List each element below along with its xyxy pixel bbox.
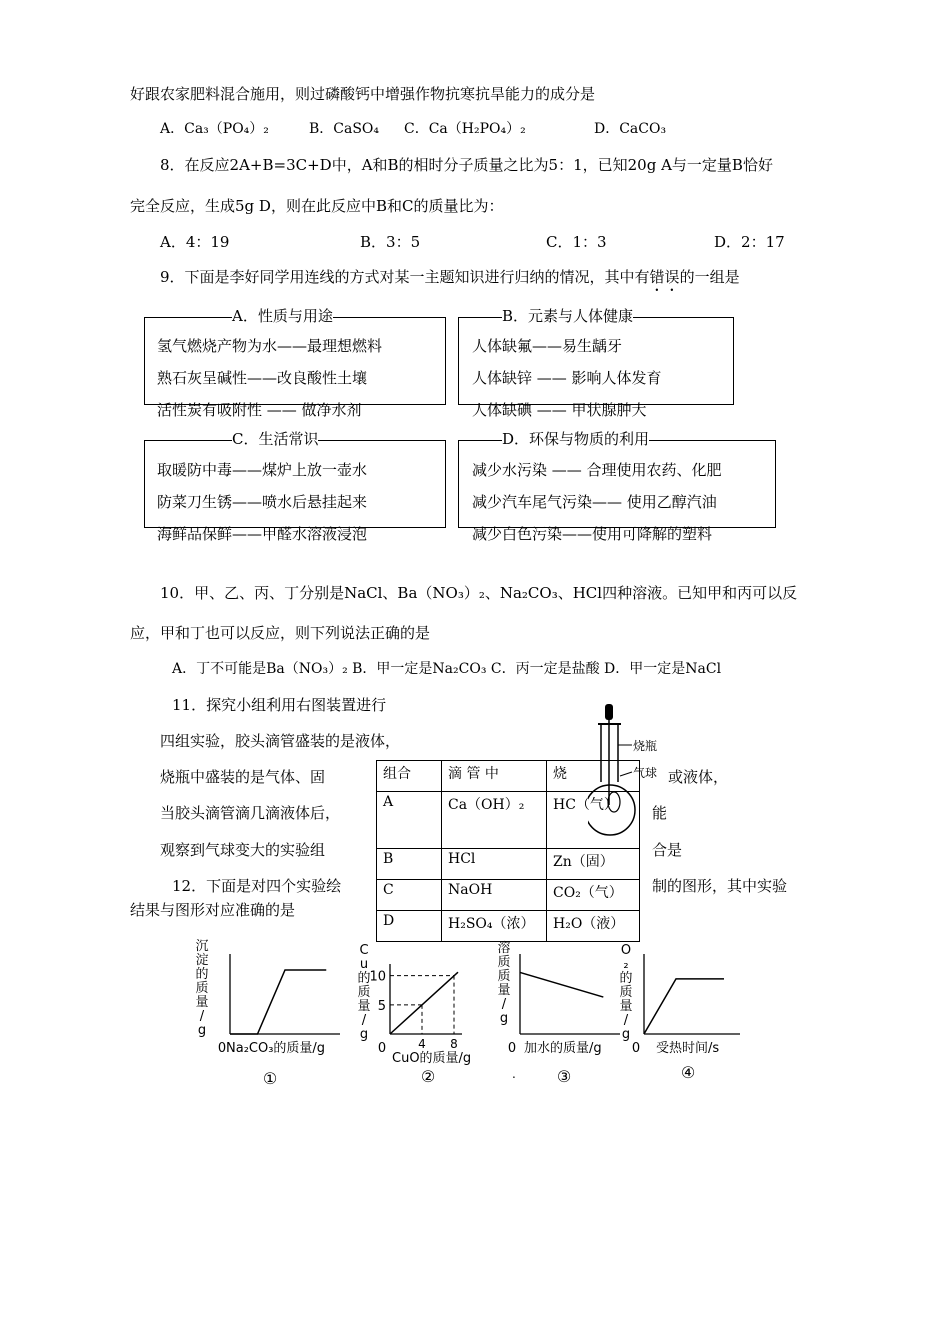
series-line (520, 972, 603, 997)
y-axis-label-char: 量 (195, 995, 209, 1010)
q8-option-b: B．3：5 (360, 233, 421, 251)
group-a-line: 熟石灰呈碱性——改良酸性土壤 (157, 369, 368, 387)
group-b-title: B．元素与人体健康 (502, 307, 634, 325)
table-cell: B (377, 849, 442, 880)
group-c-title: C．生活常识 (232, 430, 319, 448)
y-axis-label-char: C (359, 943, 369, 958)
group-c-line: 海鲜品保鲜——甲醛水溶液浸泡 (157, 525, 368, 543)
q8-option-c: C．1：3 (546, 233, 607, 251)
origin-label: 0 (507, 1041, 517, 1056)
chart-1 (190, 938, 360, 1088)
x-tick-label: 4 (418, 1037, 426, 1051)
table-cell: Zn（固） (547, 849, 640, 880)
chart3-plot (497, 940, 620, 1086)
table-header: 滴 管 中 (442, 761, 547, 792)
q10-options: A．丁不可能是Ba（NO₃）₂ B．甲一定是Na₂CO₃ C．丙一定是盐酸 D．甲一定是NaCl (172, 661, 722, 677)
y-tick-label: 5 (377, 998, 386, 1014)
chart-caption: ② (420, 1067, 436, 1086)
q8-option-d: D．2：17 (714, 233, 785, 251)
y-axis-label-char: 的 (357, 971, 371, 986)
y-axis-label-char: 质 (497, 955, 511, 970)
q9-stem-text: 9．下面是李好同学用连线的方式对某一主题知识进行归纳的情况，其中有 (160, 268, 650, 286)
q12-line1b: 制的图形，其中实验 (652, 877, 788, 895)
y-axis-label-char: 质 (357, 985, 371, 1000)
q9-stem-tail: 的一组是 (679, 268, 740, 286)
q8-line2: 完全反应，生成5g D，则在此反应中B和C的质量比为： (130, 197, 504, 215)
q11-line5a: 观察到气球变大的实验组 (160, 841, 326, 859)
table-row (377, 911, 640, 942)
y-axis-label-char: 溶 (497, 941, 511, 956)
table-cell: Ca（OH）₂ (442, 792, 547, 849)
apparatus-label-flask: 烧瓶 (633, 739, 658, 753)
chart-caption: ① (262, 1069, 278, 1088)
group-c-line: 取暖防中毒——煤炉上放一壶水 (157, 461, 368, 479)
table-cell: A (377, 792, 442, 849)
q7-option-b: B．CaSO₄ (309, 121, 380, 137)
apparatus-label-balloon: 气球 (633, 766, 658, 780)
q11-line2: 四组实验，胶头滴管盛装的是液体， (160, 732, 401, 750)
x-tick-label: 8 (450, 1037, 458, 1051)
q11-line4a: 当胶头滴管滴几滴液体后， (160, 804, 341, 822)
y-axis-label-char: g (621, 1027, 631, 1042)
chart-4 (612, 938, 752, 1088)
group-a-title: A．性质与用途 (232, 307, 333, 325)
q12-line2: 结果与图形对应准确的是 (130, 901, 296, 919)
group-a-box (144, 317, 446, 405)
group-b-line: 人体缺锌 —— 影响人体发育 (472, 369, 662, 387)
y-axis-label-char: 量 (497, 983, 511, 998)
q7-stem: 好跟农家肥料混合施用，则过磷酸钙中增强作物抗寒抗旱能力的成分是 (130, 85, 596, 103)
table-header: 烧 (547, 761, 640, 792)
y-axis-label-char: 量 (357, 999, 371, 1014)
table-cell: HCl (442, 849, 547, 880)
x-axis-label: 加水的质量/g (524, 1041, 602, 1056)
chart-2 (350, 938, 510, 1088)
origin-label: 0 (217, 1041, 227, 1056)
y-axis-label-char: / (199, 1009, 205, 1024)
y-tick-label: 10 (369, 969, 386, 985)
q11-line4b: 能 (652, 804, 668, 822)
dropper-bulb (605, 704, 613, 720)
y-axis-label-char: g (359, 1027, 369, 1042)
table-cell: CO₂（气） (547, 880, 640, 911)
table-cell: HC（气） (547, 792, 640, 849)
group-a-line: 氢气燃烧产物为水——最理想燃料 (157, 337, 383, 355)
x-axis-label: Na₂CO₃的质量/g (226, 1041, 326, 1056)
y-axis-label-char: g (499, 1011, 509, 1026)
q10-line1: 10．甲、乙、丙、丁分别是NaCl、Ba（NO₃）₂、Na₂CO₃、HCl四种溶液。已知甲和丙可以反 (160, 584, 798, 602)
group-d-line: 减少白色污染——使用可降解的塑料 (472, 525, 713, 543)
balloon (608, 792, 620, 812)
table-header: 组合 (377, 761, 442, 792)
y-axis-label-char: u (359, 957, 369, 972)
group-b-line: 人体缺氟——易生龋牙 (472, 337, 623, 355)
y-axis-label-char: 质 (619, 985, 633, 1000)
group-c-box (144, 440, 446, 528)
q7-option-c: C．Ca（H₂PO₄）₂ (404, 121, 526, 137)
chart-3 (490, 938, 633, 1088)
origin-label: 0 (377, 1041, 387, 1056)
q9-emphasis: 错误 (649, 268, 680, 286)
q10-line2: 应，甲和丁也可以反应，则下列说法正确的是 (130, 624, 431, 642)
q7-option-a: A．Ca₃（PO₄）₂ (160, 121, 269, 137)
y-axis-label-char: g (197, 1023, 207, 1038)
group-d-line: 减少汽车尾气污染—— 使用乙醇汽油 (472, 493, 717, 511)
group-b-line: 人体缺碘 —— 甲状腺肿大 (472, 401, 647, 419)
series-line (390, 972, 458, 1034)
table-row (377, 849, 640, 880)
y-axis-label-char: 的 (195, 967, 209, 982)
q11-line3a: 烧瓶中盛装的是气体、固 (160, 768, 326, 786)
y-axis-label-char: ₂ (623, 957, 629, 972)
series-line (644, 979, 724, 1034)
chart2-plot (357, 943, 471, 1086)
y-axis-label-char: 质 (195, 981, 209, 996)
y-axis-label-char: 量 (619, 999, 633, 1014)
chart-caption: ③ (556, 1067, 572, 1086)
series-line (230, 970, 326, 1034)
table-cell: H₂SO₄（浓） (442, 911, 547, 942)
y-axis-label-char: 的 (619, 971, 633, 986)
q8-option-a: A．4：19 (160, 233, 230, 251)
q12-line1a: 12．下面是对四个实验绘 (172, 877, 342, 895)
table-cell: NaOH (442, 880, 547, 911)
x-axis-label: 受热时间/s (656, 1041, 720, 1056)
y-axis-label-char: 质 (497, 969, 511, 984)
q11-line5b: 合是 (652, 841, 683, 859)
table-cell: H₂O（液） (547, 911, 640, 942)
y-axis-label-char: O (620, 943, 632, 958)
x-axis-label: CuO的质量/g (392, 1051, 472, 1066)
q9-stem (160, 267, 740, 295)
group-c-line: 防菜刀生锈——喷水后悬挂起来 (157, 493, 368, 511)
q8-line1: 8．在反应2A+B=3C+D中，A和B的相时分子质量之比为5：1，已知20g A与一定量B恰好 (160, 156, 773, 174)
chart-caption: ④ (680, 1063, 696, 1082)
group-d-line: 减少水污染 —— 合理使用农药、化肥 (472, 461, 722, 479)
chart4-plot (619, 943, 740, 1082)
group-d-box (458, 440, 776, 528)
group-d-title: D．环保与物质的利用 (502, 430, 650, 448)
q7-option-d: D．CaCO₃ (594, 121, 667, 137)
y-axis-label-char: / (501, 997, 507, 1012)
group-a-line: 活性炭有吸附性 —— 做净水剂 (157, 401, 362, 419)
y-axis-label-char: 沉 (195, 939, 209, 954)
table-row (377, 880, 640, 911)
group-b-box (458, 317, 734, 405)
stray-dot: . (512, 1067, 516, 1081)
q11-line3b: 或液体， (668, 768, 729, 786)
origin-label: 0 (631, 1041, 641, 1056)
chart1-plot (195, 939, 340, 1088)
y-axis-label-char: / (361, 1013, 367, 1028)
table-cell: C (377, 880, 442, 911)
y-axis-label-char: / (623, 1013, 629, 1028)
flask-apparatus-diagram (588, 700, 668, 840)
y-axis-label-char: 淀 (195, 953, 209, 968)
q11-line1: 11．探究小组利用右图装置进行 (172, 696, 387, 714)
table-cell: D (377, 911, 442, 942)
